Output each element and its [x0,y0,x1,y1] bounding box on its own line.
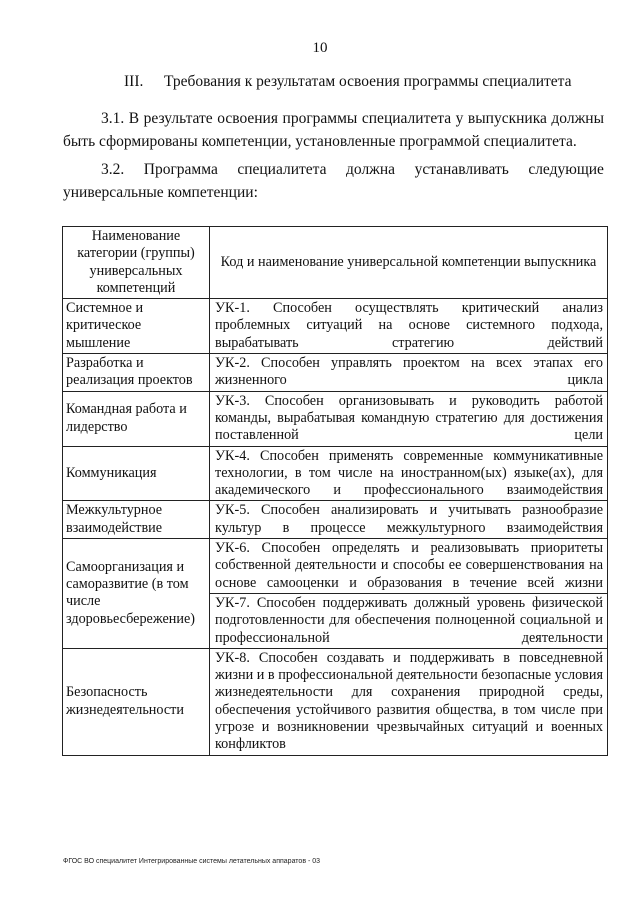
p2-continuation: универсальные компетенции: [63,184,258,201]
table-row [63,354,608,392]
paragraph-3-1: 3.1. В результате освоения программы специалитета у выпускника должны быть сформированы компетенции, установленные программой специалитета. [63,110,604,150]
page-number: 10 [312,40,328,56]
footer-note: ФГОС ВО специалитет Интегрированные системы летательных аппаратов - 03 [63,858,321,865]
competence-cell: УК-5. Способен анализировать и учитывать разнообразие культур в процессе межкультурного взаимодействия [210,501,608,539]
table-row [63,446,608,501]
section-heading [124,73,572,91]
table-row [63,539,608,594]
category-cell: Коммуникация [63,446,210,501]
table-row [63,501,608,539]
header-competence: Код и наименование универсальной компетенции выпускника [210,227,608,299]
competence-cell: УК-1. Способен осуществлять критический анализ проблемных ситуаций на основе системного подхода, вырабатывать стратегию действий [210,299,608,354]
p2-word: 3.2. [101,161,125,178]
competence-cell: УК-8. Способен создавать и поддерживать в повседневной жизни и в профессиональной деятельности безопасные условия жизнедеятельности для сохранения природной среды, обеспечения устойчивого развития общества, в том числе при угрозе и возникновении чрезвычайных ситуаций и военных конфликтов [210,648,608,755]
category-cell: Системное и критическое мышление [63,299,210,354]
p2-word: Программа [143,161,218,178]
table-row [63,299,608,354]
competencies-table [62,226,608,756]
table-header-row [63,227,608,299]
paragraph-3-2 [63,158,604,204]
competence-cell: УК-4. Способен применять современные коммуникативные технологии, в том числе на иностранном(ых) языке(ах), для академического и профессионального взаимодействия [210,446,608,501]
table-row [63,391,608,446]
competence-cell: УК-2. Способен управлять проектом на всех этапах его жизненного цикла [210,354,608,392]
p2-word: следующие [528,161,604,178]
category-cell: Безопасность жизнедеятельности [63,648,210,755]
category-cell: Разработка и реализация проектов [63,354,210,392]
section-number: III. [124,73,144,90]
category-cell: Межкультурное взаимодействие [63,501,210,539]
category-cell: Самоорганизация и саморазвитие (в том числе здоровьесбережение) [63,539,210,649]
competence-cell: УК-3. Способен организовывать и руководить работой команды, вырабатывая командную стратегию для достижения поставленной цели [210,391,608,446]
competence-cell: УК-7. Способен поддерживать должный уровень физической подготовленности для обеспечения полноценной социальной и профессиональной деятельности [210,593,608,648]
header-category: Наименование категории (группы) универсальных компетенций [63,227,210,299]
category-cell: Командная работа и лидерство [63,391,210,446]
competence-cell: УК-6. Способен определять и реализовывать приоритеты собственной деятельности и способы ее совершенствования на основе самооценки и образования в течение всей жизни [210,539,608,594]
table-row [63,648,608,755]
section-title: Требования к результатам освоения программы специалитета [164,73,572,90]
p2-word: должна [346,161,396,178]
p2-word: устанавливать [414,161,509,178]
p2-word: специалитета [237,161,327,178]
